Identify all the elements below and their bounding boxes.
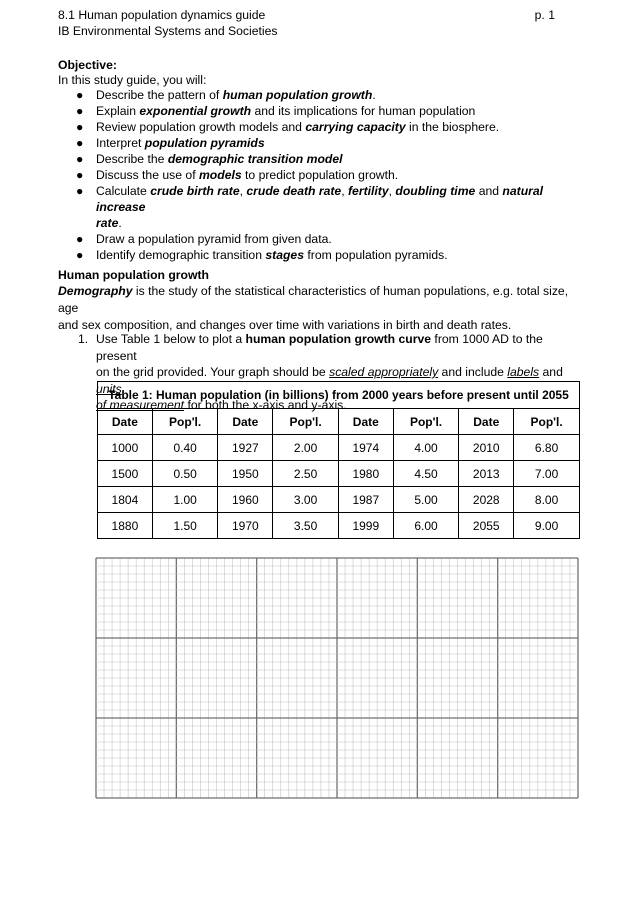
table-cell: 2028 (459, 487, 514, 513)
bullet-icon: ● (76, 184, 84, 198)
table-cell: 1980 (338, 461, 393, 487)
page-number: p. 1 (534, 8, 555, 22)
table-cell: 1960 (218, 487, 273, 513)
bullet-icon: ● (76, 120, 84, 134)
demography-definition: Demography is the study of the statistical characteristics of human populations, e.g. total size, age and sex composition, and changes over time with variations in birth and death rates. (58, 284, 569, 332)
table-cell: 0.40 (152, 435, 218, 461)
table-cell: 3.00 (273, 487, 339, 513)
table-row (98, 513, 580, 539)
table-cell: 1927 (218, 435, 273, 461)
bullet-icon: ● (76, 248, 84, 262)
section-heading: Human population growth (58, 268, 209, 282)
column-header: Pop'l. (393, 409, 459, 435)
table-cell: 2.50 (273, 461, 339, 487)
column-header: Date (338, 409, 393, 435)
table-row (98, 435, 580, 461)
column-header: Pop'l. (152, 409, 218, 435)
table-cell: 3.50 (273, 513, 339, 539)
bullet-icon: ● (76, 136, 84, 150)
table-cell: 1000 (98, 435, 153, 461)
table-cell: 1.00 (152, 487, 218, 513)
question-text: Use Table 1 below to plot a human population growth curve from 1000 AD to the present on the grid provided. Your graph should be scaled appropriately and include labels and units of measurement for both the x-axis and y-axis. (96, 332, 563, 412)
table-cell: 4.50 (393, 461, 459, 487)
objective-item: ● Draw a population pyramid from given data. (76, 232, 332, 246)
table-cell: 1804 (98, 487, 153, 513)
table-cell: 5.00 (393, 487, 459, 513)
table-header-row (98, 409, 580, 435)
table-cell: 4.00 (393, 435, 459, 461)
graph-paper-grid (94, 556, 580, 800)
table-cell: 1999 (338, 513, 393, 539)
guide-title: 8.1 Human population dynamics guide (58, 8, 266, 22)
objective-list (58, 87, 588, 263)
bullet-icon: ● (76, 88, 84, 102)
column-header: Date (218, 409, 273, 435)
table-cell: 6.00 (393, 513, 459, 539)
bullet-icon: ● (76, 152, 84, 166)
objective-item-calculate: ● Calculate crude birth rate, crude death rate, fertility, doubling time and natural increase rate. (76, 184, 544, 230)
table-cell: 2010 (459, 435, 514, 461)
objective-intro: In this study guide, you will: (58, 73, 207, 87)
table-cell: 1950 (218, 461, 273, 487)
table-row (98, 461, 580, 487)
objective-item: ● Describe the demographic transition model (76, 152, 343, 166)
objective-item: ● Explain exponential growth and its implications for human population (76, 104, 476, 118)
table-row (98, 487, 580, 513)
table-cell: 1970 (218, 513, 273, 539)
bullet-icon: ● (76, 232, 84, 246)
objective-heading: Objective: (58, 58, 117, 72)
column-header: Date (459, 409, 514, 435)
table-caption: Table 1: Human population (in billions) from 2000 years before present until 2055 (98, 382, 580, 409)
objective-item: ● Review population growth models and carrying capacity in the biosphere. (76, 120, 500, 134)
question-number: 1. (78, 332, 89, 346)
table-cell: 1.50 (152, 513, 218, 539)
table-cell: 1987 (338, 487, 393, 513)
table-cell: 9.00 (514, 513, 580, 539)
objective-item: ● Describe the pattern of human population growth. (76, 88, 376, 102)
bullet-icon: ● (76, 168, 84, 182)
table-cell: 8.00 (514, 487, 580, 513)
population-table (97, 381, 580, 539)
bullet-icon: ● (76, 104, 84, 118)
table-cell: 1974 (338, 435, 393, 461)
table-cell: 7.00 (514, 461, 580, 487)
course-name: IB Environmental Systems and Societies (58, 24, 278, 38)
table-cell: 1880 (98, 513, 153, 539)
objective-item: ● Identify demographic transition stages from population pyramids. (76, 248, 448, 262)
table-cell: 0.50 (152, 461, 218, 487)
column-header: Date (98, 409, 153, 435)
table-cell: 2055 (459, 513, 514, 539)
table-cell: 2.00 (273, 435, 339, 461)
column-header: Pop'l. (273, 409, 339, 435)
objective-item: ● Interpret population pyramids (76, 136, 265, 150)
objective-item: ● Discuss the use of models to predict population growth. (76, 168, 399, 182)
table-cell: 1500 (98, 461, 153, 487)
column-header: Pop'l. (514, 409, 580, 435)
table-cell: 6.80 (514, 435, 580, 461)
table-cell: 2013 (459, 461, 514, 487)
